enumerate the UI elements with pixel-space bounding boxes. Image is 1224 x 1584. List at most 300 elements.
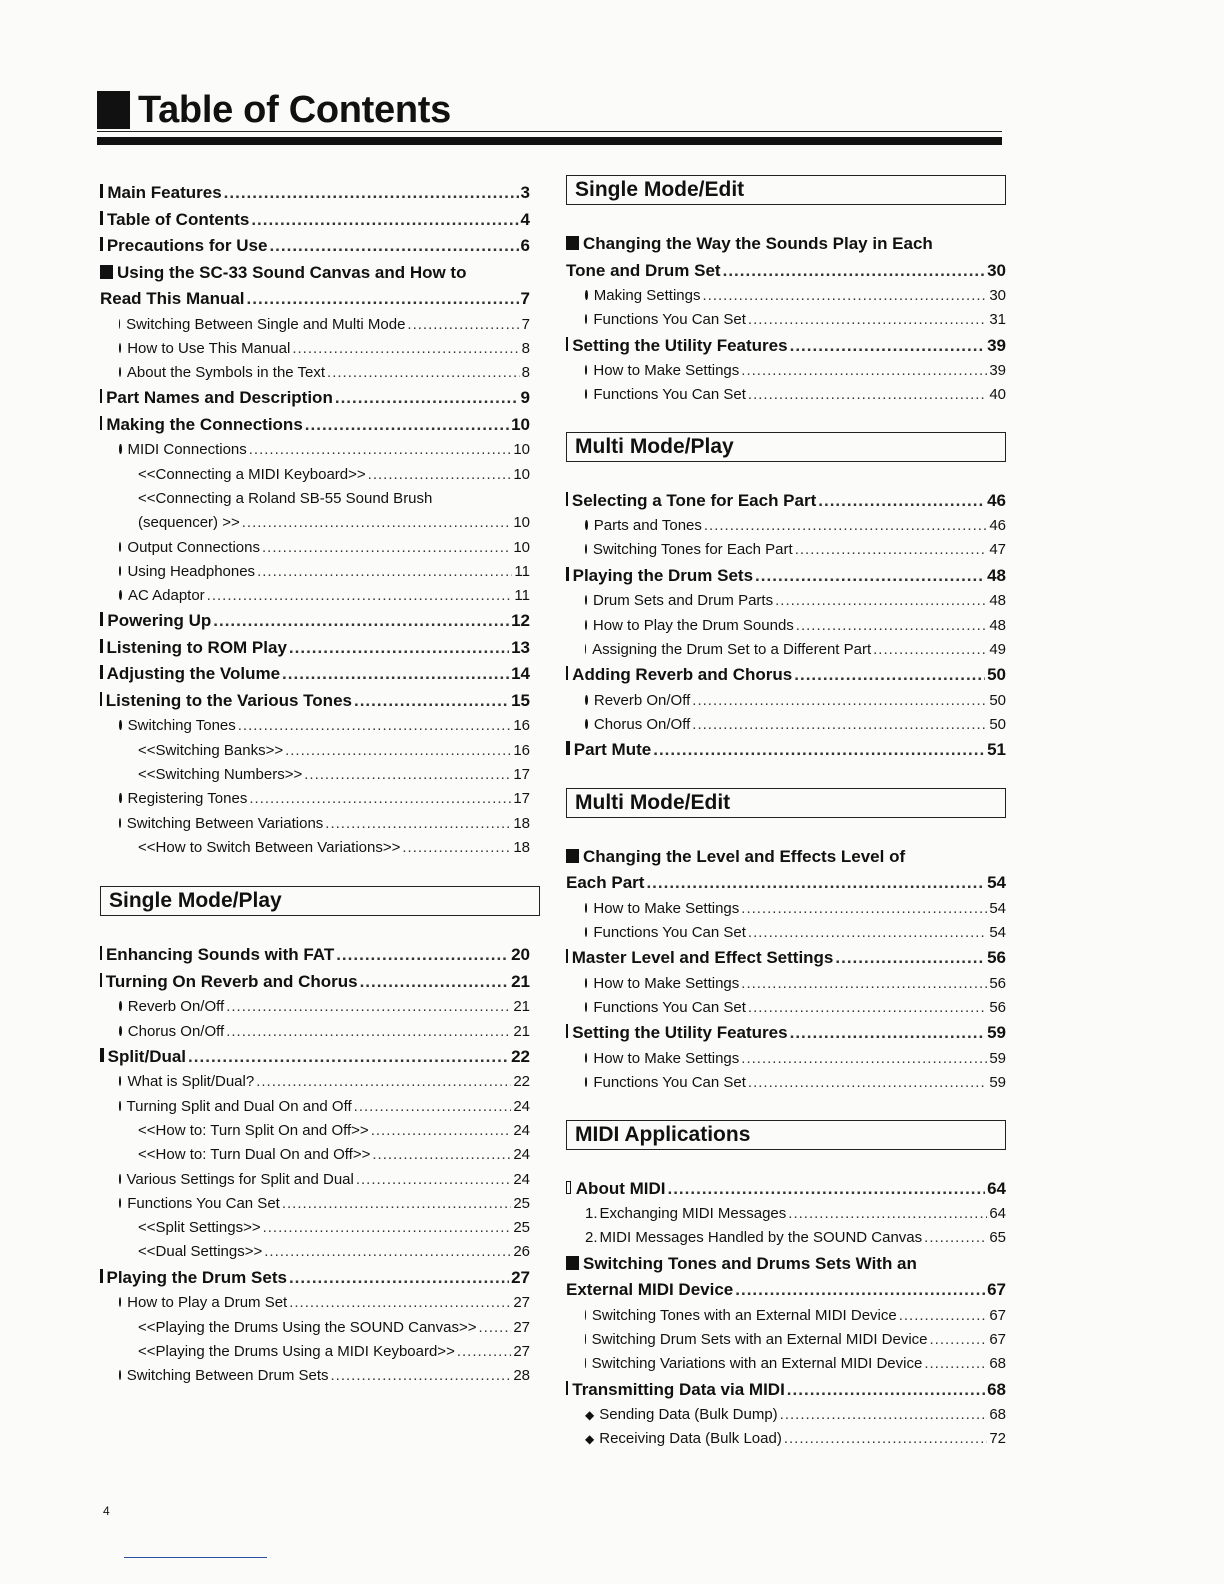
toc-entry-title: <<Connecting a MIDI Keyboard>> xyxy=(138,465,366,483)
toc-entry[interactable] xyxy=(100,1340,530,1364)
leader-dots xyxy=(247,286,519,313)
toc-entry-line xyxy=(566,1176,1006,1203)
toc-entry[interactable] xyxy=(566,514,1006,538)
toc-page-number: 27 xyxy=(513,1342,530,1360)
leader-dots xyxy=(360,969,510,996)
toc-entry-title: <<How to: Turn Split On and Off>> xyxy=(138,1121,369,1139)
toc-entry-title: Parts and Tones xyxy=(593,517,702,535)
toc-page-number: 24 xyxy=(513,1146,530,1164)
toc-entry-title: MIDI Connections xyxy=(127,441,247,459)
leader-dots xyxy=(924,1226,987,1250)
toc-entry[interactable] xyxy=(566,897,1006,921)
toc-entry[interactable] xyxy=(566,1427,1006,1451)
toc-entry[interactable] xyxy=(100,1316,530,1340)
toc-page-number: 25 xyxy=(513,1194,530,1212)
circle-bullet-icon xyxy=(119,1001,122,1011)
toc-entry-line xyxy=(100,438,530,462)
leader-dots xyxy=(723,258,985,285)
toc-page-number: 10 xyxy=(513,538,530,556)
toc-entry-title-cont: Read This Manual xyxy=(100,289,245,308)
toc-entry-title: Using the SC-33 Sound Canvas and How to xyxy=(117,262,467,282)
toc-page-number: 67 xyxy=(987,1280,1006,1300)
leader-dots xyxy=(282,1192,511,1216)
toc-entry[interactable] xyxy=(566,1226,1006,1250)
square-bullet-icon xyxy=(100,184,103,198)
toc-entry[interactable] xyxy=(100,942,530,969)
leader-dots xyxy=(407,313,519,337)
square-bullet-icon xyxy=(566,1024,568,1038)
toc-entry-title: About the Symbols in the Text xyxy=(126,364,326,382)
toc-entry-line xyxy=(100,1044,530,1071)
toc-entry[interactable] xyxy=(566,383,1006,407)
toc-page-number: 10 xyxy=(513,465,530,483)
toc-page-number: 68 xyxy=(989,1355,1006,1373)
toc-entry-line xyxy=(566,870,1006,897)
toc-entry-title: <<Playing the Drums Using the SOUND Canvas>> xyxy=(138,1318,477,1336)
toc-entry-title: Listening to the Various Tones xyxy=(105,690,352,710)
toc-entry[interactable] xyxy=(566,662,1006,689)
leader-dots xyxy=(226,995,511,1019)
toc-entry-title: Setting the Utility Features xyxy=(572,1023,788,1043)
leader-dots xyxy=(292,337,519,361)
section-heading: MIDI Applications xyxy=(566,1120,1006,1150)
toc-entry[interactable] xyxy=(100,1020,530,1044)
toc-entry-line xyxy=(100,560,530,584)
square-bullet-icon xyxy=(100,973,102,987)
toc-entry-line xyxy=(100,1291,530,1315)
toc-page-number: 54 xyxy=(989,899,1006,917)
toc-page-number: 39 xyxy=(987,335,1006,355)
toc-entry[interactable] xyxy=(100,487,530,536)
circle-bullet-icon xyxy=(585,978,587,988)
toc-entry-line xyxy=(566,563,1006,590)
toc-entry[interactable] xyxy=(100,260,530,313)
toc-entry-title: Functions You Can Set xyxy=(593,386,746,404)
circle-bullet-icon xyxy=(585,1002,587,1012)
toc-entry[interactable] xyxy=(566,1020,1006,1047)
toc-entry[interactable] xyxy=(566,1328,1006,1352)
toc-page-number: 18 xyxy=(513,838,530,856)
toc-entry[interactable] xyxy=(100,688,530,715)
leader-dots xyxy=(930,1328,988,1352)
toc-page-number: 48 xyxy=(987,565,1006,585)
toc-entry-line xyxy=(100,1168,530,1192)
toc-entry-line xyxy=(100,995,530,1019)
circle-bullet-icon xyxy=(119,1026,122,1036)
toc-entry-title: Part Names and Description xyxy=(106,388,333,408)
square-bullet-icon xyxy=(100,237,103,251)
toc-entry-line xyxy=(100,337,530,361)
toc-entry-title: Powering Up xyxy=(107,611,212,631)
leader-dots xyxy=(368,463,512,487)
leader-dots xyxy=(741,972,987,996)
toc-entry-line xyxy=(566,1377,1006,1404)
leader-dots xyxy=(226,1020,511,1044)
leader-dots xyxy=(748,1071,987,1095)
toc-entry-line xyxy=(566,488,1006,515)
circle-bullet-icon xyxy=(119,1174,121,1184)
square-bullet-icon xyxy=(100,1269,103,1283)
circle-bullet-icon xyxy=(585,365,587,375)
toc-page-number: 48 xyxy=(989,592,1006,610)
toc-entry[interactable] xyxy=(100,1216,530,1240)
toc-entry[interactable] xyxy=(566,308,1006,332)
square-bullet-icon xyxy=(566,567,569,581)
toc-entry-title: Reverb On/Off xyxy=(127,998,225,1016)
toc-entry-line xyxy=(100,207,530,234)
toc-entry-title: AC Adaptor xyxy=(127,587,205,605)
leader-dots xyxy=(790,333,985,360)
circle-bullet-icon xyxy=(119,319,120,329)
toc-entry-line xyxy=(100,942,530,969)
toc-entry-line xyxy=(100,412,530,439)
toc-page-number: 21 xyxy=(513,1022,530,1040)
toc-page-number: 26 xyxy=(513,1243,530,1261)
toc-entry[interactable] xyxy=(100,412,530,439)
toc-entry-first-line xyxy=(100,260,530,287)
toc-entry-line xyxy=(566,737,1006,764)
leader-dots xyxy=(788,1202,987,1226)
toc-page-number: 11 xyxy=(514,562,530,580)
toc-entry[interactable] xyxy=(100,313,530,337)
leader-dots xyxy=(735,1277,985,1304)
toc-entry-line xyxy=(566,1304,1006,1328)
toc-entry[interactable] xyxy=(566,689,1006,713)
square-bullet-icon xyxy=(566,492,568,506)
toc-entry-first-line xyxy=(566,1251,1006,1278)
toc-entry-first-line xyxy=(100,487,530,511)
right-column xyxy=(566,175,1006,1452)
toc-entry-title: Switching Drum Sets with an External MIDI Device xyxy=(591,1330,928,1348)
toc-page-number: 7 xyxy=(521,315,530,333)
toc-entry-line xyxy=(566,333,1006,360)
toc-entry-title-cont: (sequencer) >> xyxy=(138,514,240,532)
toc-entry[interactable] xyxy=(566,1176,1006,1203)
leader-dots xyxy=(289,635,509,662)
toc-entry-line xyxy=(566,689,1006,713)
toc-entry-title: Turning Split and Dual On and Off xyxy=(126,1097,352,1115)
toc-entry[interactable] xyxy=(100,1070,530,1094)
leader-dots xyxy=(818,488,985,515)
toc-entry-line xyxy=(566,359,1006,383)
leader-dots xyxy=(748,921,987,945)
toc-entry[interactable] xyxy=(566,638,1006,662)
toc-page-number: 65 xyxy=(989,1229,1006,1247)
toc-entry-line xyxy=(100,836,530,860)
toc-entry-title: Drum Sets and Drum Parts xyxy=(593,592,774,610)
toc-page-number: 16 xyxy=(513,741,530,759)
toc-entry[interactable] xyxy=(566,737,1006,764)
toc-entry[interactable] xyxy=(100,1143,530,1167)
toc-entry[interactable] xyxy=(566,1403,1006,1427)
toc-page-number: 59 xyxy=(989,1074,1006,1092)
toc-entry[interactable] xyxy=(566,333,1006,360)
toc-entry-line xyxy=(100,1340,530,1364)
toc-entry-line xyxy=(566,921,1006,945)
toc-page-number: 56 xyxy=(989,974,1006,992)
toc-entry[interactable] xyxy=(566,844,1006,897)
leader-dots xyxy=(354,1095,512,1119)
toc-entry[interactable] xyxy=(100,1192,530,1216)
toc-entry[interactable] xyxy=(100,1095,530,1119)
toc-entry-line xyxy=(100,812,530,836)
toc-entry-line xyxy=(100,1364,530,1388)
leader-dots xyxy=(256,1070,511,1094)
toc-page-number: 30 xyxy=(989,287,1006,304)
toc-entry-line xyxy=(566,638,1006,662)
toc-entry[interactable] xyxy=(566,563,1006,590)
circle-bullet-icon xyxy=(119,1370,121,1380)
toc-page-number: 40 xyxy=(989,386,1006,404)
toc-entry[interactable] xyxy=(100,233,530,260)
toc-section xyxy=(100,180,530,860)
toc-entry[interactable] xyxy=(100,714,530,738)
leader-dots xyxy=(775,589,987,613)
toc-entry-line xyxy=(100,1095,530,1119)
toc-entry-title: Functions You Can Set xyxy=(127,1194,280,1212)
toc-entry-line xyxy=(566,897,1006,921)
leader-dots xyxy=(285,739,511,763)
toc-entry[interactable] xyxy=(100,560,530,584)
toc-entry[interactable] xyxy=(566,589,1006,613)
toc-entry[interactable] xyxy=(100,1364,530,1388)
leader-dots xyxy=(238,714,512,738)
toc-entry-title: Changing the Way the Sounds Play in Each xyxy=(583,234,933,253)
toc-entry-title: Functions You Can Set xyxy=(593,1074,746,1092)
toc-page-number: 10 xyxy=(513,441,530,459)
leader-dots xyxy=(251,207,518,234)
toc-entry[interactable] xyxy=(566,1377,1006,1404)
toc-entry-line xyxy=(100,1070,530,1094)
toc-entry[interactable] xyxy=(566,996,1006,1020)
toc-entry-line xyxy=(100,1265,530,1292)
toc-page-number: 54 xyxy=(989,924,1006,942)
leader-dots xyxy=(289,1291,511,1315)
circle-bullet-icon xyxy=(585,595,587,605)
leader-dots xyxy=(755,563,985,590)
leader-dots xyxy=(257,560,512,584)
square-bullet-icon xyxy=(566,236,579,250)
toc-entry[interactable] xyxy=(566,284,1006,308)
square-bullet-icon xyxy=(100,416,102,430)
leader-dots xyxy=(457,1340,511,1364)
toc-entry-first-line xyxy=(566,844,1006,871)
toc-page-number: 64 xyxy=(987,1178,1006,1198)
circle-bullet-icon xyxy=(585,927,587,937)
toc-entry[interactable] xyxy=(566,231,1006,284)
list-number: 2. xyxy=(585,1229,598,1247)
circle-bullet-icon xyxy=(119,793,122,803)
toc-entry[interactable] xyxy=(100,608,530,635)
toc-entry[interactable] xyxy=(100,385,530,412)
toc-entry-line xyxy=(100,180,530,207)
toc-entry[interactable] xyxy=(100,438,530,462)
toc-entry-title: How to Make Settings xyxy=(593,362,740,380)
leader-dots xyxy=(282,661,509,688)
circle-bullet-icon xyxy=(585,544,587,554)
toc-page-number: 10 xyxy=(511,414,530,434)
toc-entry[interactable] xyxy=(566,945,1006,972)
circle-bullet-icon xyxy=(119,818,121,828)
list-number: 1. xyxy=(585,1205,598,1223)
toc-page-number: 48 xyxy=(989,616,1006,634)
square-bullet-icon xyxy=(100,389,102,403)
circle-bullet-icon xyxy=(585,1077,587,1087)
toc-entry-title: Making the Connections xyxy=(106,414,303,434)
toc-entry-line xyxy=(100,688,530,715)
leader-dots xyxy=(741,897,987,921)
title-square-icon xyxy=(97,91,130,129)
toc-page-number: 17 xyxy=(513,790,530,808)
toc-entry-line xyxy=(566,614,1006,638)
toc-entry[interactable] xyxy=(100,536,530,560)
toc-entry-line xyxy=(566,713,1006,737)
toc-entry-title: Reverb On/Off xyxy=(593,691,691,709)
toc-entry[interactable] xyxy=(100,207,530,234)
toc-entry-line xyxy=(100,233,530,260)
toc-entry-title: <<How to: Turn Dual On and Off>> xyxy=(138,1146,371,1164)
leader-dots xyxy=(790,1020,985,1047)
toc-entry-line xyxy=(566,1277,1006,1304)
toc-entry-title: Switching Tones for Each Part xyxy=(592,541,793,559)
toc-entry-title: How to Make Settings xyxy=(593,899,740,917)
toc-entry[interactable] xyxy=(100,635,530,662)
toc-entry-line xyxy=(566,514,1006,538)
leader-dots xyxy=(327,361,520,385)
toc-entry[interactable] xyxy=(100,1119,530,1143)
toc-entry[interactable] xyxy=(100,969,530,996)
toc-entry[interactable] xyxy=(566,538,1006,562)
toc-entry-line xyxy=(100,1240,530,1264)
toc-section xyxy=(566,1120,1006,1452)
toc-entry[interactable] xyxy=(566,713,1006,737)
toc-entry-line xyxy=(566,284,1006,308)
toc-entry[interactable] xyxy=(566,1071,1006,1095)
toc-entry-title: Precautions for Use xyxy=(106,236,268,255)
toc-entry[interactable] xyxy=(100,1168,530,1192)
toc-entry[interactable] xyxy=(100,584,530,608)
leader-dots xyxy=(741,1047,987,1071)
circle-bullet-icon xyxy=(585,620,587,630)
toc-entry-title: Listening to ROM Play xyxy=(106,637,287,657)
toc-entry-title: Functions You Can Set xyxy=(593,311,746,329)
toc-page-number: 51 xyxy=(987,740,1006,760)
toc-section xyxy=(566,788,1006,1096)
square-bullet-icon xyxy=(566,949,568,963)
toc-entry[interactable] xyxy=(100,1291,530,1315)
square-bullet-icon xyxy=(100,665,103,679)
toc-entry[interactable] xyxy=(100,1265,530,1292)
toc-entry-title: Chorus On/Off xyxy=(593,715,691,733)
toc-page-number: 68 xyxy=(987,1379,1006,1399)
toc-entry-title: How to Use This Manual xyxy=(127,339,291,357)
toc-entry[interactable] xyxy=(566,972,1006,996)
toc-page-number: 67 xyxy=(989,1306,1006,1324)
toc-entry-title: Making Settings xyxy=(593,287,701,304)
toc-page-number: 50 xyxy=(989,715,1006,733)
square-bullet-icon xyxy=(566,741,570,755)
toc-page-number: 21 xyxy=(513,998,530,1016)
toc-entry-line xyxy=(100,313,530,337)
leader-dots xyxy=(249,787,511,811)
toc-page-number: 7 xyxy=(520,289,530,308)
toc-entry-title: Sending Data (Bulk Dump) xyxy=(599,1406,778,1424)
square-bullet-icon xyxy=(100,211,103,225)
circle-bullet-icon xyxy=(585,1053,587,1063)
leader-dots xyxy=(835,945,985,972)
toc-entry[interactable] xyxy=(100,180,530,207)
toc-entry[interactable] xyxy=(566,359,1006,383)
toc-page-number: 10 xyxy=(513,514,530,532)
toc-entry[interactable] xyxy=(100,661,530,688)
toc-page-number: 68 xyxy=(989,1406,1006,1424)
toc-entry-line xyxy=(100,1192,530,1216)
toc-page-number: 9 xyxy=(520,388,530,408)
toc-entry[interactable] xyxy=(100,836,530,860)
toc-entry[interactable] xyxy=(566,1202,1006,1226)
toc-entry[interactable] xyxy=(566,614,1006,638)
leader-dots xyxy=(924,1352,987,1376)
toc-entry[interactable] xyxy=(100,739,530,763)
toc-entry-title: Exchanging MIDI Messages xyxy=(599,1205,787,1223)
toc-entry[interactable] xyxy=(566,1251,1006,1304)
toc-entry[interactable] xyxy=(566,488,1006,515)
toc-page-number: 27 xyxy=(513,1294,530,1312)
toc-entry-title: Output Connections xyxy=(127,538,260,556)
toc-entry[interactable] xyxy=(100,337,530,361)
leader-dots xyxy=(289,1265,509,1292)
leader-dots xyxy=(264,1240,511,1264)
toc-entry[interactable] xyxy=(566,921,1006,945)
toc-entry-title: Assigning the Drum Set to a Different Part xyxy=(592,640,872,658)
toc-entry-line xyxy=(566,1352,1006,1376)
section-heading: Multi Mode/Edit xyxy=(566,788,1006,818)
leader-dots xyxy=(780,1403,988,1427)
toc-page-number: 31 xyxy=(989,311,1006,329)
toc-entry[interactable] xyxy=(100,995,530,1019)
toc-entry[interactable] xyxy=(566,1352,1006,1376)
toc-page-number: 12 xyxy=(511,611,530,631)
toc-entry[interactable] xyxy=(100,763,530,787)
toc-page-number: 28 xyxy=(513,1367,530,1385)
toc-entry[interactable] xyxy=(100,463,530,487)
toc-entry-title: Switching Tones xyxy=(127,717,236,735)
toc-page-number: 22 xyxy=(513,1073,530,1091)
circle-bullet-icon xyxy=(119,590,122,600)
toc-entry[interactable] xyxy=(100,361,530,385)
leader-dots xyxy=(646,870,985,897)
leader-dots xyxy=(899,1304,988,1328)
toc-entry[interactable] xyxy=(100,812,530,836)
leader-dots xyxy=(213,608,509,635)
toc-entry-title: <<Connecting a Roland SB-55 Sound Brush xyxy=(138,489,433,507)
toc-entry[interactable] xyxy=(100,1044,530,1071)
toc-page-number: 59 xyxy=(989,1049,1006,1067)
toc-entry[interactable] xyxy=(566,1047,1006,1071)
toc-entry[interactable] xyxy=(566,1304,1006,1328)
title-rule-thin xyxy=(97,131,1002,132)
toc-entry-line xyxy=(566,1328,1006,1352)
toc-entry[interactable] xyxy=(100,787,530,811)
toc-entry[interactable] xyxy=(100,1240,530,1264)
toc-entry-line xyxy=(566,538,1006,562)
toc-entry-title: Selecting a Tone for Each Part xyxy=(571,490,817,510)
leader-dots xyxy=(331,1364,512,1388)
toc-entry-title: MIDI Messages Handled by the SOUND Canvas xyxy=(599,1229,923,1247)
toc-entry-title: Turning On Reverb and Chorus xyxy=(105,971,358,991)
toc-entry-title: How to Make Settings xyxy=(593,974,740,992)
toc-entry-line xyxy=(566,972,1006,996)
